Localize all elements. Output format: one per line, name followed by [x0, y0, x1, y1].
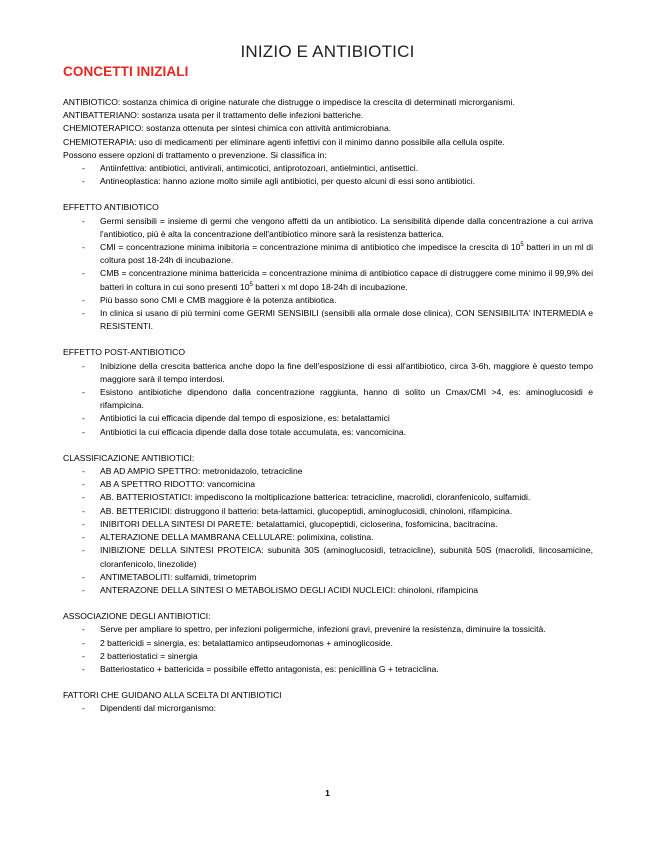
list-item: - Antibiotici la cui efficacia dipende dal tempo di esposizione, es: betalattamici — [63, 412, 593, 425]
list-item: - INIBIZIONE DELLA SINTESI PROTEICA: subunità 30S (aminoglucosidi, tetracicline), subunità 50S (macrolidi, lincosamicine, cloranfenicolo, linezolide) — [63, 544, 593, 570]
list-item: - INIBITORI DELLA SINTESI DI PARETE: betalattamici, glucopeptidi, cicloserina, fosfomicina, bacitracina. — [63, 518, 593, 531]
list-item: - ANTIMETABOLITI: sulfamidi, trimetoprim — [63, 571, 593, 584]
list-item: - AB. BATTERIOSTATICI: impediscono la moltiplicazione batterica: tetracicline, macrolidi, cloranfenicolo, sulfamidi. — [63, 491, 593, 504]
intro-line: ANTIBIOTICO: sostanza chimica di origine naturale che distrugge o impedisce la crescita di determinati microrganismi. — [63, 97, 515, 107]
page-number: 1 — [325, 788, 330, 798]
list-item: - ALTERAZIONE DELLA MAMBRANA CELLULARE: polimixina, colistina. — [63, 531, 593, 544]
intro-line: Possono essere opzioni di trattamento o prevenzione. Si classifica in: — [63, 149, 327, 160]
list-item: - Batteriostatico + battericida = possibile effetto antagonista, es: penicillina G + tetraciclina. — [63, 663, 593, 676]
document-title: INIZIO E ANTIBIOTICI — [240, 42, 415, 61]
section-heading-concetti: CONCETTI INIZIALI — [63, 64, 189, 79]
list-item — [63, 267, 593, 293]
associazione-list — [63, 623, 593, 676]
section-heading-classificazione: CLASSIFICAZIONE ANTIBIOTICI: — [63, 452, 195, 463]
section-heading-associazione: ASSOCIAZIONE DEGLI ANTIBIOTICI: — [63, 611, 211, 622]
exp-sup: 5 — [249, 281, 253, 288]
exp-base: 10 — [239, 281, 250, 292]
document-body — [63, 96, 593, 716]
intro-line: CHEMIOTERAPICO: sostanza ottenuta per sintesi chimica con attività antimicrobiana. — [63, 123, 392, 134]
list-item: - AB A SPETTRO RIDOTTO: vancomicina — [63, 478, 593, 491]
list-item: - Antiinfettiva: antibiotici, antivirali, antimicotici, antiprotozoari, antielmintici, antisettici. — [63, 162, 593, 175]
list-item: - AB AD AMPIO SPETTRO: metronidazolo, tetracicline — [63, 465, 593, 478]
list-item: - Dipendenti dal microrganismo: — [63, 702, 593, 715]
list-item: - Serve per ampliare lo spettro, per infezioni poligermiche, infezioni gravi, prevenire la resistenza, diminuire la tossicità. — [63, 623, 593, 636]
list-item — [63, 241, 593, 267]
list-item: - AB. BETTERICIDI: distruggono il batterio: beta-lattamici, glucopeptidi, aminoglucosidi, chinoloni, rifampicina. — [63, 505, 593, 518]
list-item: - ANTERAZONE DELLA SINTESI O METABOLISMO DEGLI ACIDI NUCLEICI: chinoloni, rifampicina — [63, 584, 593, 597]
intro-list — [63, 162, 593, 188]
list-item: - Esistono antibiotiche dipendono dalla concentrazione raggiunta, hanno di solito un Cmax/CMI >4, es: aminoglucosidi e rifampicina. — [63, 386, 593, 412]
fattori-list — [63, 702, 593, 715]
effetto-list — [63, 215, 593, 334]
exp-base: 10 — [510, 242, 521, 253]
exp-sup: 5 — [520, 242, 524, 249]
section-heading-effetto: EFFETTO ANTIBIOTICO — [63, 202, 159, 213]
intro-line: ANTIBATTERIANO: sostanza usata per il trattamento delle infezioni batteriche. — [63, 110, 364, 121]
list-item: - In clinica si usano di più termini come GERMI SENSIBILI (sensibili alla ormale dose clinica), CON SENSIBILITA' INTERMEDIA e RESISTENTI. — [63, 307, 593, 333]
list-item: - 2 battericidi = sinergia, es: betalattamico antipseudomonas + aminoglicoside. — [63, 637, 593, 650]
classificazione-list — [63, 465, 593, 597]
list-item: - 2 batteriostatici = sinergia — [63, 650, 593, 663]
list-item: - Germi sensibili = insieme di germi che vengono affetti da un antibiotico. La sensibilità dipende dalla concentrazione a cui arriva l'antibiotico, più è alta la concentrazione dell'antibiotico minore sarà la resistenza batterica. — [63, 215, 593, 241]
section-heading-post: EFFETTO POST-ANTIBIOTICO — [63, 347, 186, 358]
list-item: - Antibiotici la cui efficacia dipende dalla dose totale accumulata, es: vancomicina. — [63, 426, 593, 439]
list-item: - Inibizione della crescita batterica anche dopo la fine dell'esposizione di essi all'antibiotico, circa 3-6h, maggiore è questo tempo maggiore sarà il tempo interdosi. — [63, 360, 593, 386]
cmb-tail: batteri x ml dopo 18-24h di incubazione. — [255, 281, 408, 292]
list-item: - Antineoplastica: hanno azione molto simile agli antibiotici, per questo alcuni di essi sono antibiotici. — [63, 175, 593, 188]
cmi-text: CMI = concentrazione minima inibitoria = concentrazione minima di antibiotico che impedisce la crescita di — [100, 242, 509, 253]
cmb-text: CMB = concentrazione minima battericida = concentrazione minima di antibiotico capace di distruggere come minimo il 99,9% dei batteri in coltura in cui sono presenti — [100, 268, 593, 292]
list-item: - Più basso sono CMI e CMB maggiore è la potenza antibiotica. — [63, 294, 593, 307]
section-heading-fattori: FATTORI CHE GUIDANO ALLA SCELTA DI ANTIBIOTICI — [63, 690, 282, 701]
post-list — [63, 360, 593, 439]
cmi-tail: batteri in un ml di coltura post 18-24h di incubazione. — [100, 242, 593, 266]
intro-line: CHEMIOTERAPIA: uso di medicamenti per eliminare agenti infettivi con il minimo danno possibile alla cellula ospite. — [63, 136, 505, 147]
